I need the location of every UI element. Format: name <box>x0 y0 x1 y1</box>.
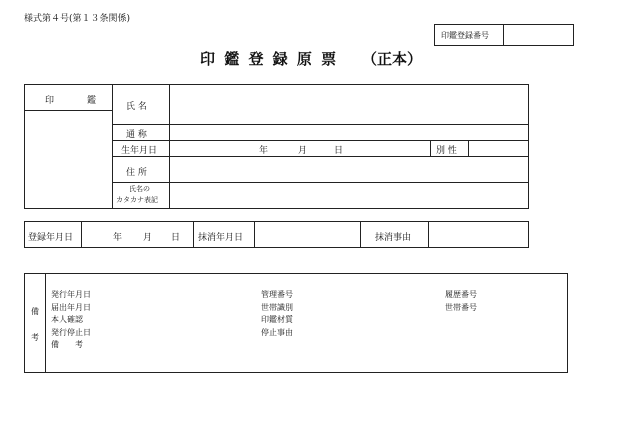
birth-year-unit: 年 <box>259 146 269 156</box>
registration-year-unit: 年 <box>113 233 123 243</box>
remarks-item-household-id: 世帯識別 <box>261 302 293 312</box>
seal-impression-area <box>27 112 110 206</box>
name-label: 氏 名 <box>126 102 147 112</box>
alias-label: 通 称 <box>126 130 147 140</box>
gender-field[interactable] <box>470 142 526 155</box>
document-title: 印 鑑 登 録 原 票 <box>200 50 339 68</box>
registration-number-box <box>434 24 574 46</box>
remarks-item-management-number: 管理番号 <box>261 290 293 299</box>
birth-date-label: 生年月日 <box>121 146 158 156</box>
remarks-item-history-number: 履歴番号 <box>445 290 477 299</box>
cancellation-date-label: 抹消年月日 <box>198 233 244 243</box>
form-number: 様式第４号(第１３条関係) <box>24 14 131 24</box>
remarks-col1 <box>51 289 91 352</box>
registration-row <box>24 221 529 248</box>
birth-month-unit: 月 <box>298 146 308 156</box>
remarks-col3 <box>445 289 477 314</box>
remarks-item-household-number: 世帯番号 <box>445 302 477 312</box>
gender-label: 別 性 <box>436 146 457 156</box>
document-title-sub: （正本） <box>362 50 423 68</box>
remarks-item-identity-check: 本人確認 <box>51 315 83 325</box>
kana-label-line1: 氏名の <box>129 185 150 193</box>
alias-field[interactable] <box>171 126 526 139</box>
remarks-side-a: 備 <box>31 307 39 316</box>
name-field[interactable] <box>171 87 526 122</box>
seal-label-a: 印 <box>45 96 55 106</box>
address-label: 住 所 <box>126 168 147 178</box>
remarks-item-suspension-date: 発行停止日 <box>51 327 91 337</box>
seal-label-b: 鑑 <box>87 96 97 106</box>
registrant-table <box>24 84 529 209</box>
cancellation-reason-field[interactable] <box>430 224 526 245</box>
registration-number-label: 印鑑登録番号 <box>441 31 489 40</box>
address-field[interactable] <box>171 158 526 181</box>
remarks-block <box>24 273 568 373</box>
remarks-item-notes: 備 考 <box>51 340 83 350</box>
remarks-side-b: 考 <box>31 333 39 342</box>
registration-month-unit: 月 <box>143 233 153 243</box>
registration-number-field[interactable] <box>505 26 571 44</box>
remarks-col2 <box>261 289 293 339</box>
cancellation-date-field[interactable] <box>256 224 358 245</box>
registration-date-label: 登録年月日 <box>28 233 74 243</box>
remarks-item-suspension-reason: 停止事由 <box>261 327 293 337</box>
birth-day-unit: 日 <box>334 146 344 156</box>
remarks-item-seal-material: 印鑑材質 <box>261 315 293 325</box>
kana-label-line2: カタカナ表記 <box>116 196 158 204</box>
registration-day-unit: 日 <box>171 233 181 243</box>
remarks-item-issue-date: 発行年月日 <box>51 290 91 299</box>
cancellation-reason-label: 抹消事由 <box>375 233 412 243</box>
kana-name-field[interactable] <box>171 184 526 206</box>
remarks-item-notification-date: 届出年月日 <box>51 302 91 312</box>
